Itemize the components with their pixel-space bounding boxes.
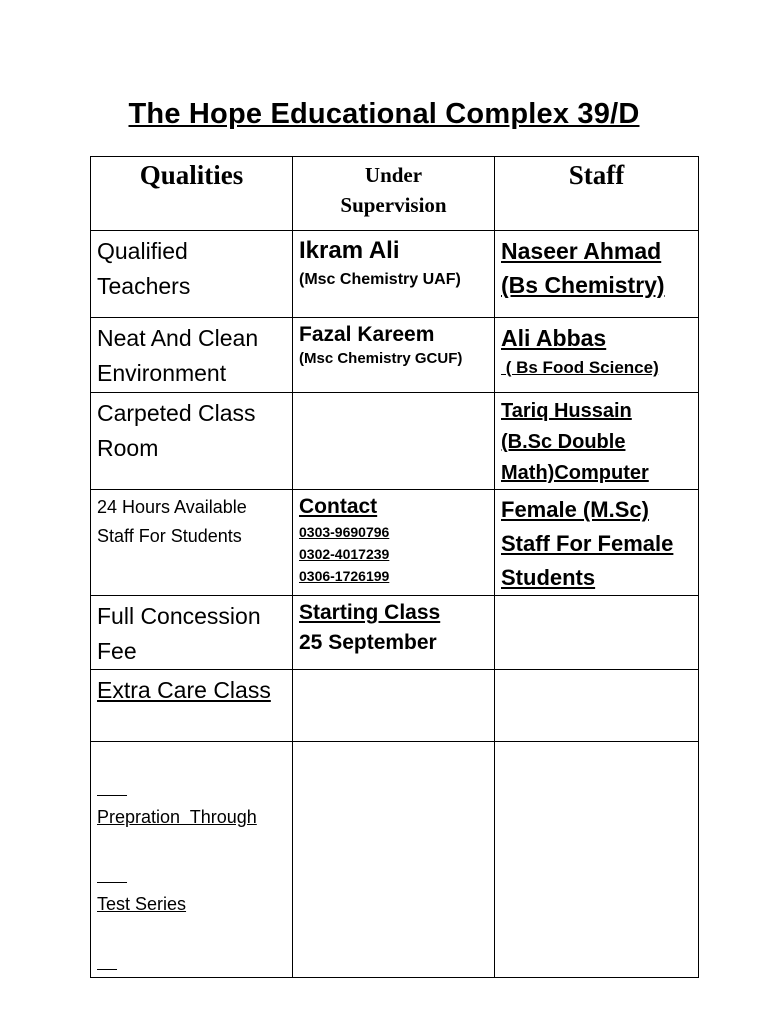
staff-text: Math)Computer <box>501 462 649 484</box>
quality-cell <box>91 670 293 742</box>
staff-text: (Bs Chemistry) <box>501 272 665 298</box>
staff-cell <box>495 596 699 670</box>
staff-cell <box>495 318 699 393</box>
staff-text: Students <box>501 565 596 590</box>
staff-cell <box>495 670 699 742</box>
quality-text: Qualified <box>97 238 188 264</box>
table-row <box>91 231 699 318</box>
table-row <box>91 318 699 393</box>
table-header-row <box>91 157 699 231</box>
quality-text: Carpeted Class <box>97 400 256 426</box>
quality-text: Staff For Students <box>97 526 242 546</box>
staff-text: Tariq Hussain <box>501 400 632 422</box>
header-under-supervision-line2: Supervision <box>340 193 447 217</box>
supervisor-cell <box>293 231 495 318</box>
starting-class-label: Starting Class <box>299 601 441 624</box>
staff-cell <box>495 231 699 318</box>
phone-number: 0302-4017239 <box>299 546 390 562</box>
staff-cell <box>495 393 699 490</box>
header-qualities: Qualities <box>91 157 293 231</box>
starting-class-date: 25 September <box>299 631 437 654</box>
quality-text: Test Series <box>97 894 187 914</box>
staff-text: Ali Abbas <box>501 325 607 351</box>
staff-text: Naseer Ahmad <box>501 238 662 264</box>
quality-text: Neat And Clean <box>97 325 259 351</box>
phone-number: 0306-1726199 <box>299 568 390 584</box>
table-row <box>91 742 699 978</box>
quality-cell <box>91 490 293 596</box>
header-under-supervision-line1: Under <box>364 163 423 187</box>
quality-cell <box>91 318 293 393</box>
info-table <box>90 156 699 978</box>
quality-cell <box>91 742 293 978</box>
quality-text: Extra Care Class <box>97 677 271 703</box>
staff-cell <box>495 742 699 978</box>
supervisor-detail: (Msc Chemistry UAF) <box>299 271 461 288</box>
quality-text: Prepration Through <box>97 807 257 827</box>
quality-text: Fee <box>97 638 137 664</box>
table-row <box>91 596 699 670</box>
supervisor-name: Fazal Kareem <box>299 323 435 346</box>
staff-text: (B.Sc Double <box>501 431 626 453</box>
quality-cell <box>91 596 293 670</box>
staff-text: Staff For Female <box>501 531 674 556</box>
quality-text: Environment <box>97 360 227 386</box>
quality-text: Teachers <box>97 273 191 299</box>
header-under-supervision <box>293 157 495 231</box>
table-row <box>91 490 699 596</box>
staff-cell <box>495 490 699 596</box>
quality-text: Room <box>97 435 159 461</box>
table-row <box>91 670 699 742</box>
supervisor-name: Ikram Ali <box>299 237 400 264</box>
starting-class-cell <box>293 596 495 670</box>
quality-text: 24 Hours Available <box>97 497 247 517</box>
contact-cell <box>293 490 495 596</box>
supervisor-cell <box>293 318 495 393</box>
header-staff: Staff <box>495 157 699 231</box>
table-row <box>91 393 699 490</box>
supervisor-cell <box>293 742 495 978</box>
supervisor-detail: (Msc Chemistry GCUF) <box>299 350 463 367</box>
supervisor-cell <box>293 393 495 490</box>
phone-number: 0303-9690796 <box>299 524 390 540</box>
quality-cell <box>91 231 293 318</box>
staff-text: Female (M.Sc) <box>501 497 649 522</box>
page-title: The Hope Educational Complex 39/D <box>128 98 640 130</box>
quality-text: Full Concession <box>97 603 261 629</box>
quality-cell <box>91 393 293 490</box>
staff-text: ( Bs Food Science) <box>501 358 659 377</box>
contact-label: Contact <box>299 495 378 518</box>
supervisor-cell <box>293 670 495 742</box>
